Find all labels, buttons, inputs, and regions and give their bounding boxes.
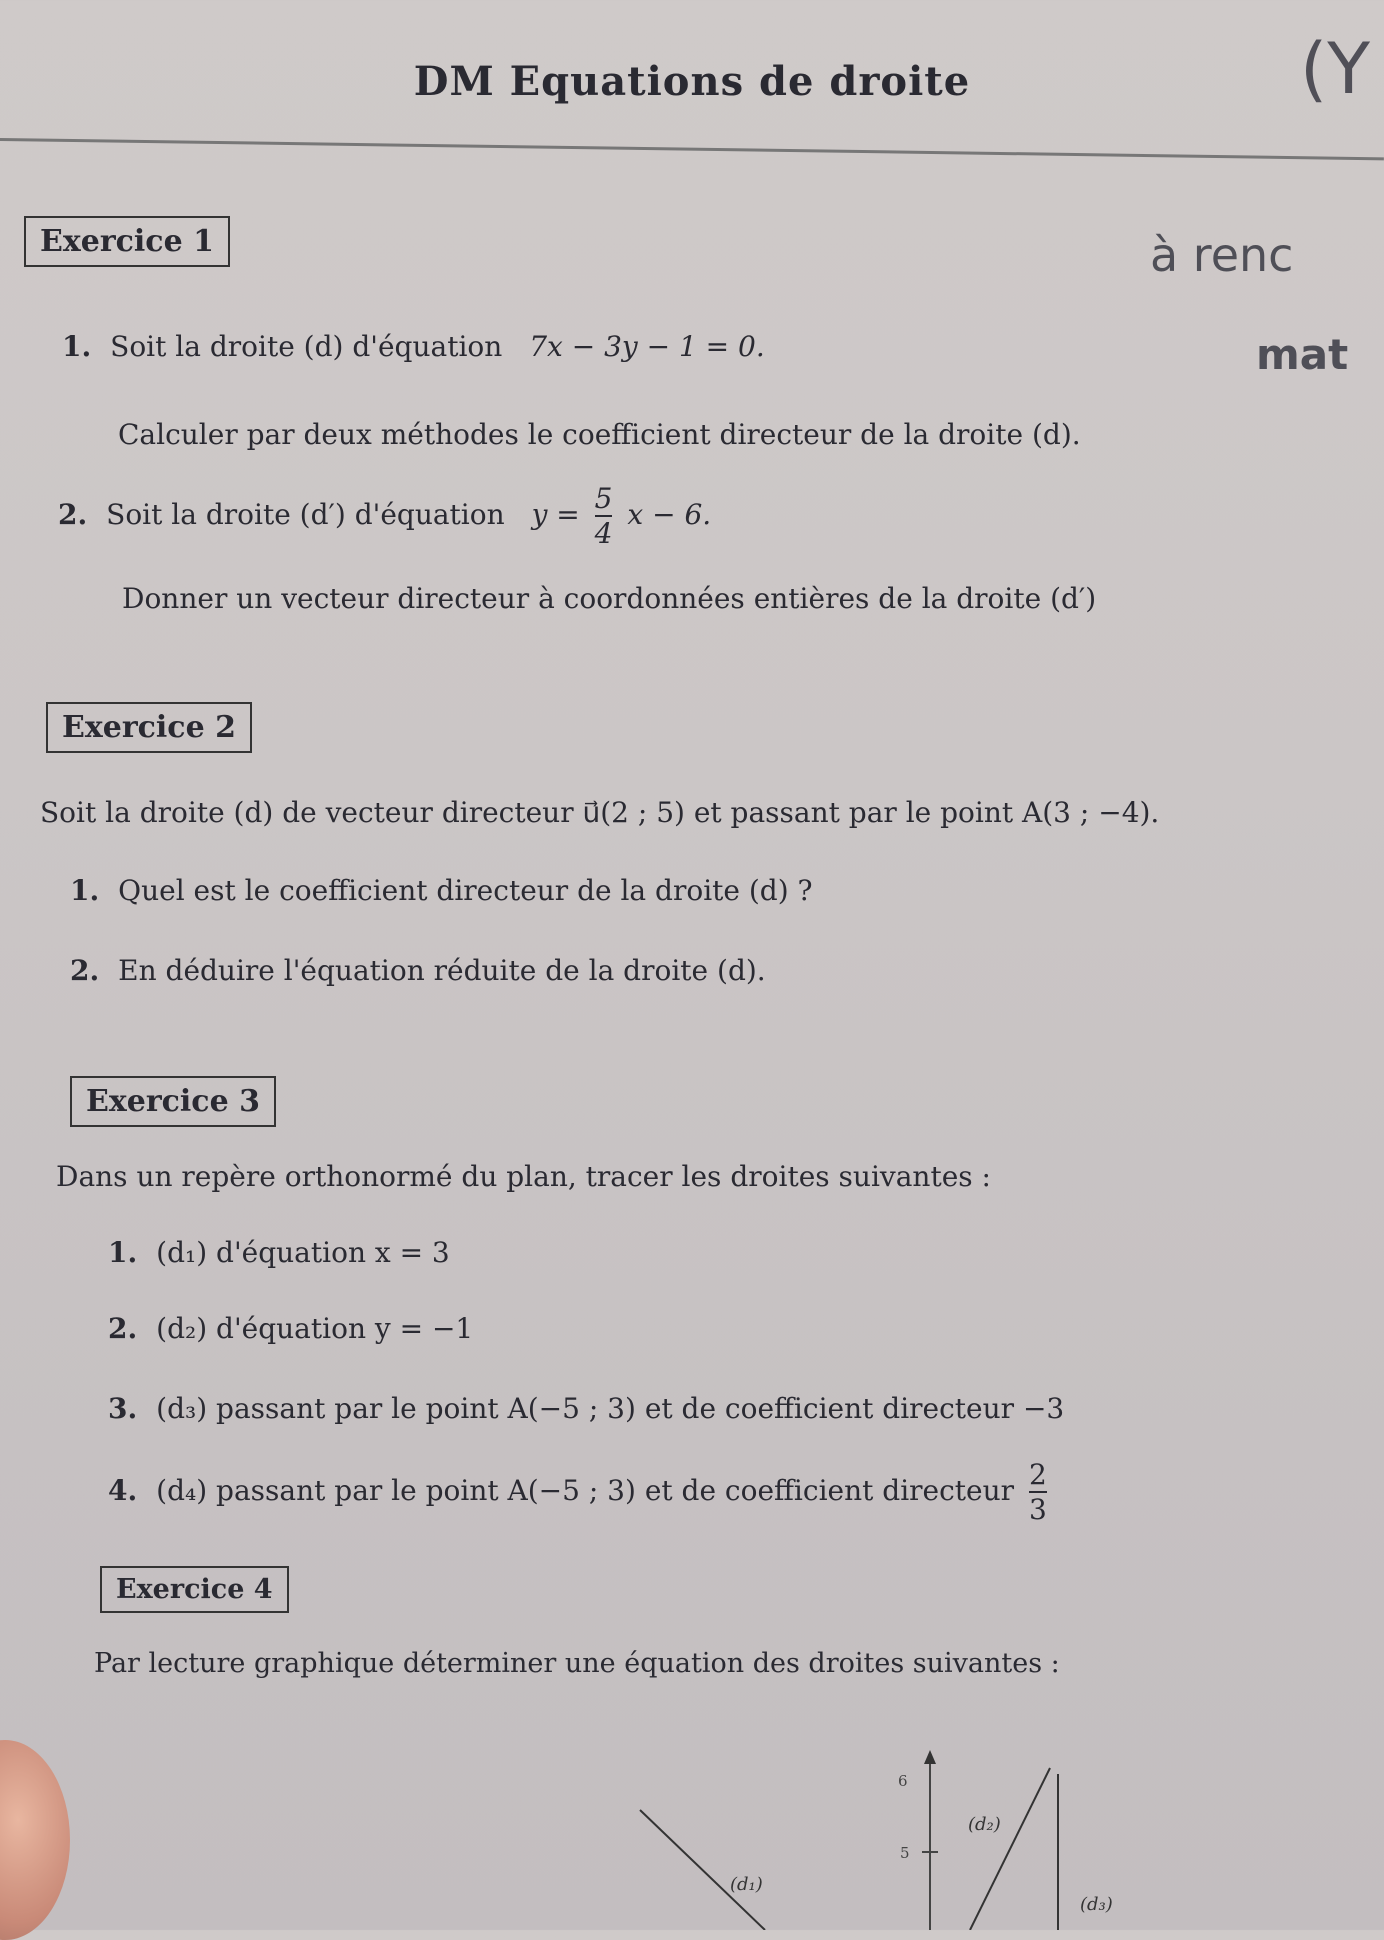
handwriting-margin-1: (Y [1300, 28, 1371, 110]
exercise-3-item-1 [108, 1236, 450, 1269]
equation: 7x − 3y − 1 = 0. [529, 330, 765, 363]
exercise-1-question-1 [62, 330, 765, 363]
exercise-2-heading: Exercice 2 [46, 702, 252, 753]
item-number: 4. [108, 1473, 138, 1507]
exercise-2-intro: Soit la droite (d) de vecteur directeur u⃗(2 ; 5) et passant par le point A(3 ; −4). [40, 796, 1160, 829]
exercise-4-heading: Exercice 4 [100, 1566, 289, 1613]
y-axis-arrow [924, 1750, 936, 1764]
item-text: (d₄) passant par le point A(−5 ; 3) et de coefficient directeur [156, 1473, 1015, 1507]
exercise-3-intro: Dans un repère orthonormé du plan, tracer les droites suivantes : [56, 1160, 991, 1193]
item-text: (d₃) passant par le point A(−5 ; 3) et de coefficient directeur −3 [156, 1392, 1065, 1425]
item-text: (d₂) d'équation y = −1 [156, 1312, 474, 1345]
question-text: Soit la droite (d) d'équation [110, 330, 503, 363]
tick-label-5: 5 [900, 1844, 910, 1862]
fraction-denominator: 4 [594, 517, 613, 551]
item-number: 1. [108, 1236, 138, 1269]
exercise-1-instruction-1: Calculer par deux méthodes le coefficient directeur de la droite (d). [118, 418, 1081, 451]
exercise-3-item-2 [108, 1312, 473, 1345]
fraction [595, 484, 613, 549]
question-number: 2. [58, 497, 88, 531]
exercise-3-item-4 [108, 1460, 1053, 1525]
equation-rhs: x − 6. [627, 497, 712, 531]
exercise-3-heading: Exercice 3 [70, 1076, 276, 1127]
exercise-1-question-2 [58, 484, 711, 549]
item-number: 2. [108, 1312, 138, 1345]
fraction-denominator: 3 [1028, 1493, 1047, 1527]
question-text: En déduire l'équation réduite de la droite (d). [118, 954, 766, 987]
question-text: Soit la droite (d′) d'équation [106, 497, 505, 531]
exercise-1-instruction-2: Donner un vecteur directeur à coordonnées entières de la droite (d′) [122, 582, 1097, 615]
question-number: 1. [62, 330, 92, 363]
question-text: Quel est le coefficient directeur de la droite (d) ? [118, 874, 813, 907]
fraction [1029, 1460, 1047, 1525]
label-d1: (d₁) [730, 1874, 763, 1895]
item-text: (d₁) d'équation x = 3 [156, 1236, 450, 1269]
exercise-2-question-1 [70, 874, 813, 907]
exercise-3-item-3 [108, 1392, 1064, 1425]
finger-photo-artifact [0, 1740, 70, 1940]
line-d2 [970, 1768, 1050, 1930]
exercise-2-question-2 [70, 954, 766, 987]
item-number: 3. [108, 1392, 138, 1425]
fraction-numerator: 5 [594, 482, 613, 515]
equation-lhs: y = [531, 497, 580, 531]
label-d2: (d₂) [968, 1814, 1001, 1835]
question-number: 2. [70, 954, 100, 987]
exercise-4-intro: Par lecture graphique déterminer une équation des droites suivantes : [94, 1648, 1060, 1679]
line-d1 [640, 1810, 765, 1930]
exercise-1-heading: Exercice 1 [24, 216, 230, 267]
document-title: DM Equations de droite [413, 58, 971, 105]
exercise-4-graph [560, 1740, 1200, 1930]
question-number: 1. [70, 874, 100, 907]
label-d3: (d₃) [1080, 1894, 1113, 1915]
handwriting-margin-2: à renc [1150, 228, 1294, 282]
title-rule [0, 138, 1384, 160]
tick-label-6: 6 [898, 1772, 908, 1790]
fraction-numerator: 2 [1028, 1458, 1047, 1491]
handwriting-margin-3: mat [1256, 330, 1349, 379]
